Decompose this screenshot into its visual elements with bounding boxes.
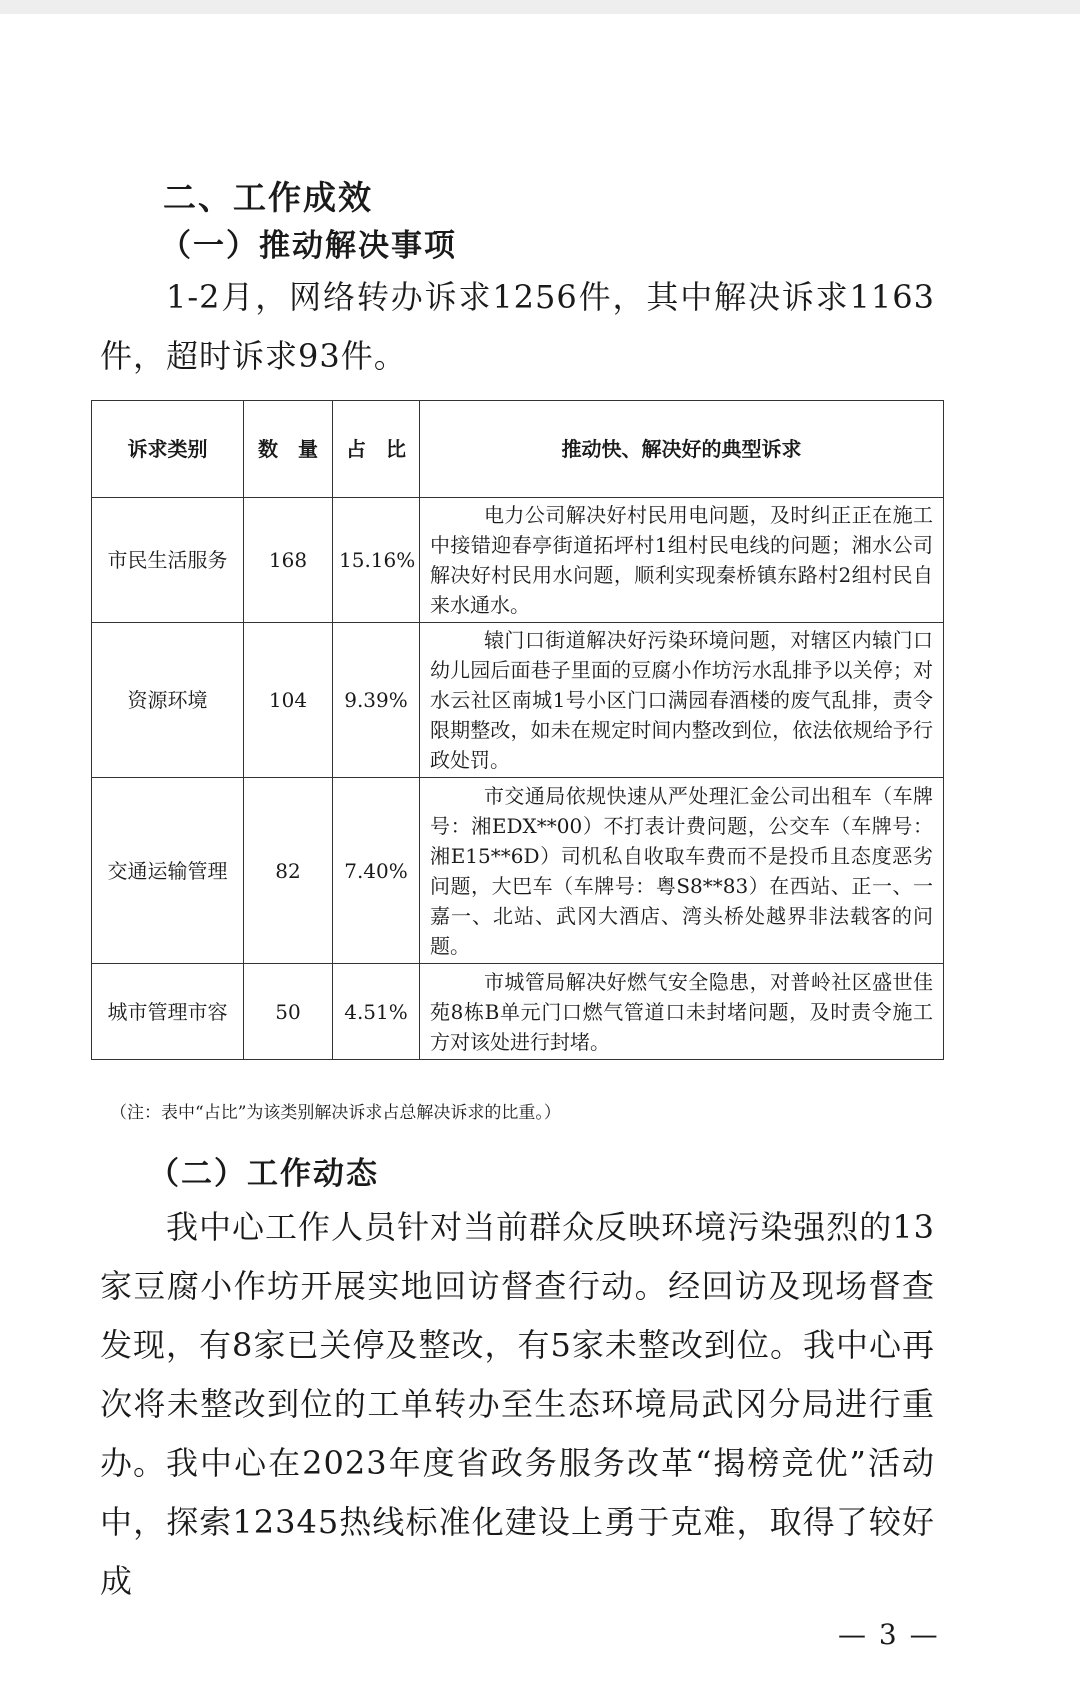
complaint-table	[91, 400, 944, 1060]
row-count: 168	[244, 498, 333, 623]
row-ratio: 15.16%	[333, 498, 420, 623]
section-title: 二、工作成效	[163, 178, 373, 217]
header-count: 数 量	[244, 401, 333, 498]
work-paragraph-2: 我中心在2023年度省政务服务改革“揭榜竞优”活动中，探索12345热线标准化建设上勇于克难，取得了较好成	[100, 1444, 935, 1600]
row-count: 50	[244, 964, 333, 1060]
row-desc: 市城管局解决好燃气安全隐患，对普岭社区盛世佳苑8栋B单元门口燃气管道口未封堵问题，及时责令施工方对该处进行封堵。	[420, 964, 944, 1060]
page-number: — 3 —	[838, 1618, 940, 1651]
table-row	[92, 498, 944, 623]
table-note: （注：表中“占比”为该类别解决诉求占总解决诉求的比重。）	[110, 1103, 561, 1123]
row-category: 交通运输管理	[92, 778, 244, 964]
header-typical: 推动快、解决好的典型诉求	[420, 401, 944, 498]
table-row	[92, 964, 944, 1060]
table-header-row	[92, 401, 944, 498]
row-desc: 电力公司解决好村民用电问题，及时纠正正在施工中接错迎春亭街道拓坪村1组村民电线的问题；湘水公司解决好村民用水问题，顺利实现秦桥镇东路村2组村民自来水通水。	[420, 498, 944, 623]
work-paragraph-1: 我中心工作人员针对当前群众反映环境污染强烈的13家豆腐小作坊开展实地回访督查行动。经回访及现场督查发现，有8家已关停及整改，有5家未整改到位。我中心再次将未整改到位的工单转办至生态环境局武冈分局进行重办。	[100, 1208, 935, 1482]
intro-paragraph: 1-2月，网络转办诉求1256件，其中解决诉求1163件，超时诉求93件。	[100, 278, 935, 375]
row-count: 82	[244, 778, 333, 964]
row-ratio: 7.40%	[333, 778, 420, 964]
row-count: 104	[244, 623, 333, 778]
subsection-title-2: （二）工作动态	[148, 1156, 379, 1192]
top-bar	[0, 0, 1080, 14]
row-desc: 市交通局依规快速从严处理汇金公司出租车（车牌号：湘EDX**00）不打表计费问题，公交车（车牌号：湘E15**6D）司机私自收取车费而不是投币且态度恶劣问题，大巴车（车牌号：粤S8**83）在西站、正一、一嘉一、北站、武冈大酒店、湾头桥处越界非法载客的问题。	[420, 778, 944, 964]
header-category: 诉求类别	[92, 401, 244, 498]
row-category: 市民生活服务	[92, 498, 244, 623]
table-row	[92, 623, 944, 778]
table-row	[92, 778, 944, 964]
subsection-title-1: （一）推动解决事项	[160, 228, 457, 264]
row-category: 资源环境	[92, 623, 244, 778]
row-ratio: 9.39%	[333, 623, 420, 778]
row-desc: 辕门口街道解决好污染环境问题，对辖区内辕门口幼儿园后面巷子里面的豆腐小作坊污水乱排予以关停；对水云社区南城1号小区门口满园春酒楼的废气乱排，责令限期整改，如未在规定时间内整改到位，依法依规给予行政处罚。	[420, 623, 944, 778]
header-ratio: 占 比	[333, 401, 420, 498]
row-category: 城市管理市容	[92, 964, 244, 1060]
row-ratio: 4.51%	[333, 964, 420, 1060]
